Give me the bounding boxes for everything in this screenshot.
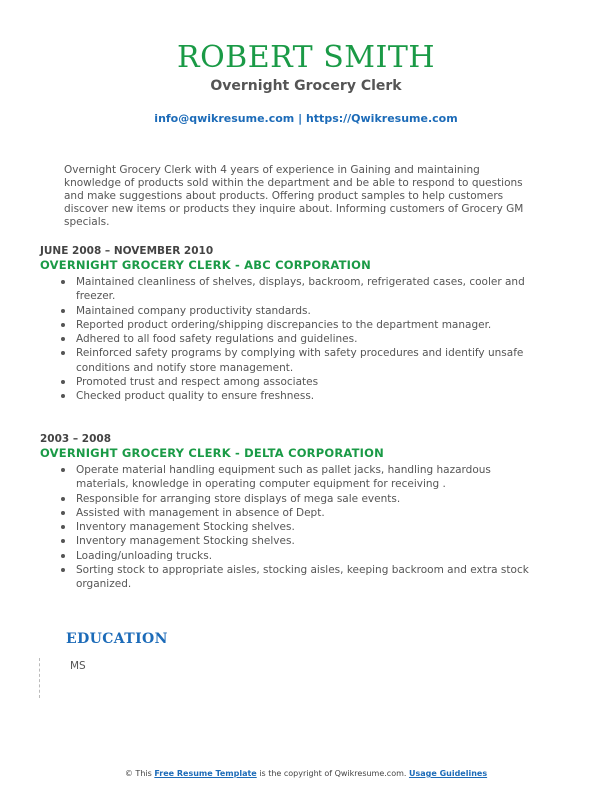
bullet-item: Checked product quality to ensure freshness.	[76, 389, 540, 403]
experience-bullets	[40, 463, 540, 592]
job-title: Overnight Grocery Clerk	[210, 78, 402, 94]
bullet-item: Maintained cleanliness of shelves, displays, backroom, refrigerated cases, cooler and freezer.	[76, 275, 540, 304]
bullet-item: Inventory management Stocking shelves.	[76, 534, 540, 548]
footer-copyright: is the copyright of Qwikresume.com.	[256, 769, 409, 778]
experience-role: OVERNIGHT GROCERY CLERK - ABC CORPORATION	[40, 258, 371, 272]
education-divider	[39, 658, 40, 698]
bullet-item: Adhered to all food safety regulations and guidelines.	[76, 332, 540, 346]
experience-dates: 2003 – 2008	[40, 433, 112, 445]
education-item: MS	[70, 660, 86, 672]
education-heading: EDUCATION	[66, 631, 168, 647]
experience-entry-1	[40, 245, 540, 404]
email-link[interactable]: info@qwikresume.com	[154, 112, 295, 125]
bullet-item: Sorting stock to appropriate aisles, stocking aisles, keeping backroom and extra stock organized.	[76, 563, 540, 592]
free-template-link[interactable]: Free Resume Template	[154, 769, 257, 778]
bullet-item: Responsible for arranging store displays of mega sale events.	[76, 492, 540, 506]
footer	[0, 769, 612, 778]
bullet-item: Reinforced safety programs by complying with safety procedures and identify unsafe conditions and notify store management.	[76, 346, 540, 375]
experience-dates: JUNE 2008 – NOVEMBER 2010	[40, 245, 214, 257]
contact-line	[0, 112, 612, 125]
experience-role: OVERNIGHT GROCERY CLERK - DELTA CORPORATION	[40, 446, 384, 460]
experience-entry-2	[40, 433, 540, 592]
usage-guidelines-link[interactable]: Usage Guidelines	[408, 769, 488, 778]
bullet-item: Operate material handling equipment such as pallet jacks, handling hazardous materials, knowledge in operating computer equipment for receiving .	[76, 463, 540, 492]
bullet-item: Inventory management Stocking shelves.	[76, 520, 540, 534]
candidate-name: ROBERT SMITH	[176, 40, 436, 75]
contact-separator: |	[294, 112, 306, 125]
website-link[interactable]: https://Qwikresume.com	[305, 112, 458, 125]
bullet-item: Reported product ordering/shipping discrepancies to the department manager.	[76, 318, 540, 332]
bullet-item: Assisted with management in absence of Dept.	[76, 506, 540, 520]
bullet-item: Promoted trust and respect among associates	[76, 375, 540, 389]
bullet-item: Maintained company productivity standards.	[76, 304, 540, 318]
bullet-item: Loading/unloading trucks.	[76, 549, 540, 563]
footer-prefix: © This	[124, 769, 155, 778]
experience-bullets	[40, 275, 540, 404]
summary-paragraph: Overnight Grocery Clerk with 4 years of experience in Gaining and maintaining knowledge of products sold within the department and be able to respond to questions and make suggestions about products. Offering product samples to help customers discover new items or products they inquire about. Informing customers of Grocery GM specials.	[64, 164, 524, 228]
